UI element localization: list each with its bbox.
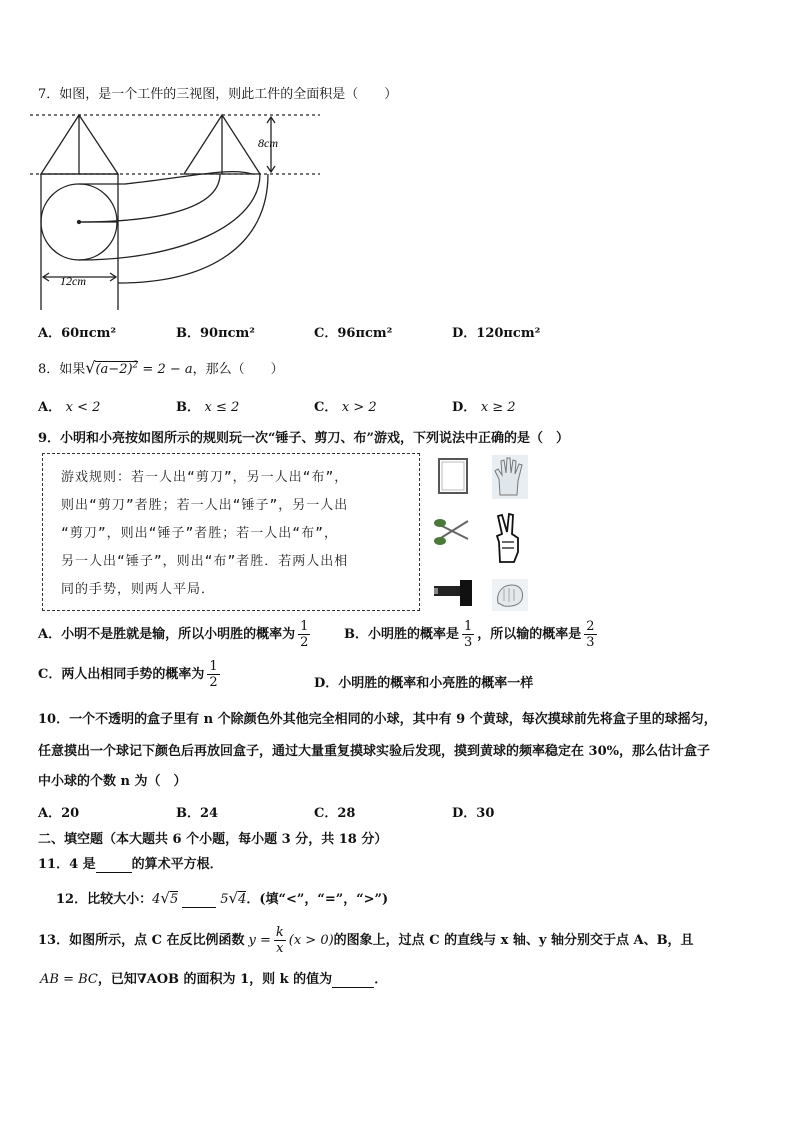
rule-line: 则出“剪刀”者胜；若一人出“锤子”，另一人出 [61, 498, 349, 513]
paper-icon [436, 456, 470, 496]
q9-stem: 9．小明和小亮按如图所示的规则玩一次“锤子、剪刀、布”游戏，下列说法中正确的是（ ） [38, 431, 570, 446]
q10-line: 中小球的个数 n 为（ ） [38, 774, 187, 789]
q7-option-b[interactable]: B．90πcm² [176, 326, 255, 341]
q12-answer-blank[interactable] [182, 892, 216, 908]
scissors-icon [432, 515, 472, 549]
q7-stem: 7．如图，是一个工件的三视图，则此工件的全面积是（ ） [38, 87, 398, 102]
q8-option-d[interactable]: D． x ≥ 2 [452, 400, 516, 415]
q13-answer-blank[interactable] [332, 972, 374, 988]
q8-option-c[interactable]: C． x > 2 [314, 400, 377, 415]
open-hand-icon [492, 455, 528, 499]
q8-prefix: 8．如果 [38, 362, 86, 377]
q9-option-d[interactable]: D．小明胜的概率和小亮胜的概率一样 [314, 676, 534, 691]
q10-line: 任意摸出一个球记下颜色后再放回盒子，通过大量重复摸球实验后发现，摸到黄球的频率稳定在 30%，那么估计盒子 [38, 744, 710, 759]
q8-option-a[interactable]: A． x < 2 [38, 400, 101, 415]
dim-12cm-label: 12cm [60, 274, 86, 288]
three-view-figure [30, 105, 330, 315]
q11-stem: 11．4 是 的算术平方根． [38, 857, 223, 872]
q7-option-a[interactable]: A．60πcm² [38, 326, 117, 341]
q9-option-c[interactable]: C．两人出相同手势的概率为 $\frac{1}{2}$ [38, 659, 218, 690]
q13-line2: AB = BC，已知∇AOB 的面积为 1，则 k 的值为 ． [40, 972, 388, 987]
rule-line: “剪刀”，则出“锤子”者胜；若一人出“布”， [61, 526, 338, 541]
q8-rhs: = 2 − a [138, 362, 193, 377]
section-heading: 二、填空题（本大题共 6 个小题，每小题 3 分，共 18 分） [38, 832, 388, 847]
q10-option-b[interactable]: B．24 [176, 806, 219, 821]
dim-8cm-label: 8cm [258, 136, 278, 150]
q7-option-d[interactable]: D．120πcm² [452, 326, 541, 341]
rule-line: 另一人出“锤子”，则出“布”者胜．若两人出相 [61, 554, 349, 569]
q9-option-b[interactable]: B．小明胜的概率是 $\frac{1}{3}$ ，所以输的概率是 $\frac{2}{3}$ [344, 619, 595, 650]
q12-stem: 12．比较大小：4√5 5√4．(填“<”，“=”，“>”) [56, 889, 389, 907]
q8-suffix: ，那么（ ） [192, 362, 284, 377]
q7-option-c[interactable]: C．96πcm² [314, 326, 393, 341]
rule-line: 游戏规则：若一人出“剪刀”，另一人出“布”， [61, 470, 349, 485]
q10-option-d[interactable]: D．30 [452, 806, 495, 821]
q8-stem [38, 358, 284, 377]
sqrt-sign: √ [160, 889, 170, 907]
q13-stem: 13．如图所示，点 C 在反比例函数 y = $\frac{k}{x}$ (x > 0)的图象上，过点 C 的直线与 x 轴、y 轴分别交于点 A、B，且 [38, 925, 694, 956]
q8-radicand: $(a-2)^2$ [95, 360, 139, 377]
q10-line: 10．一个不透明的盒子里有 n 个除颜色外其他完全相同的小球，其中有 9 个黄球，每次摸球前先将盒子里的球摇匀， [38, 712, 717, 727]
sqrt-sign: √ [228, 889, 239, 907]
q11-answer-blank[interactable] [96, 857, 132, 873]
victory-hand-icon [494, 512, 524, 564]
q8-option-b[interactable]: B． x ≤ 2 [176, 400, 240, 415]
fist-icon [492, 579, 528, 611]
q10-option-a[interactable]: A．20 [38, 806, 80, 821]
sqrt-sign: √ [85, 358, 96, 377]
game-rules-box [42, 453, 420, 611]
q9-option-a[interactable]: A．小明不是胜就是输，所以小明胜的概率为 $\frac{1}{2}$ [38, 619, 309, 650]
hammer-icon [430, 578, 476, 610]
q10-option-c[interactable]: C．28 [314, 806, 356, 821]
rule-line: 同的手势，则两人平局． [61, 582, 216, 597]
